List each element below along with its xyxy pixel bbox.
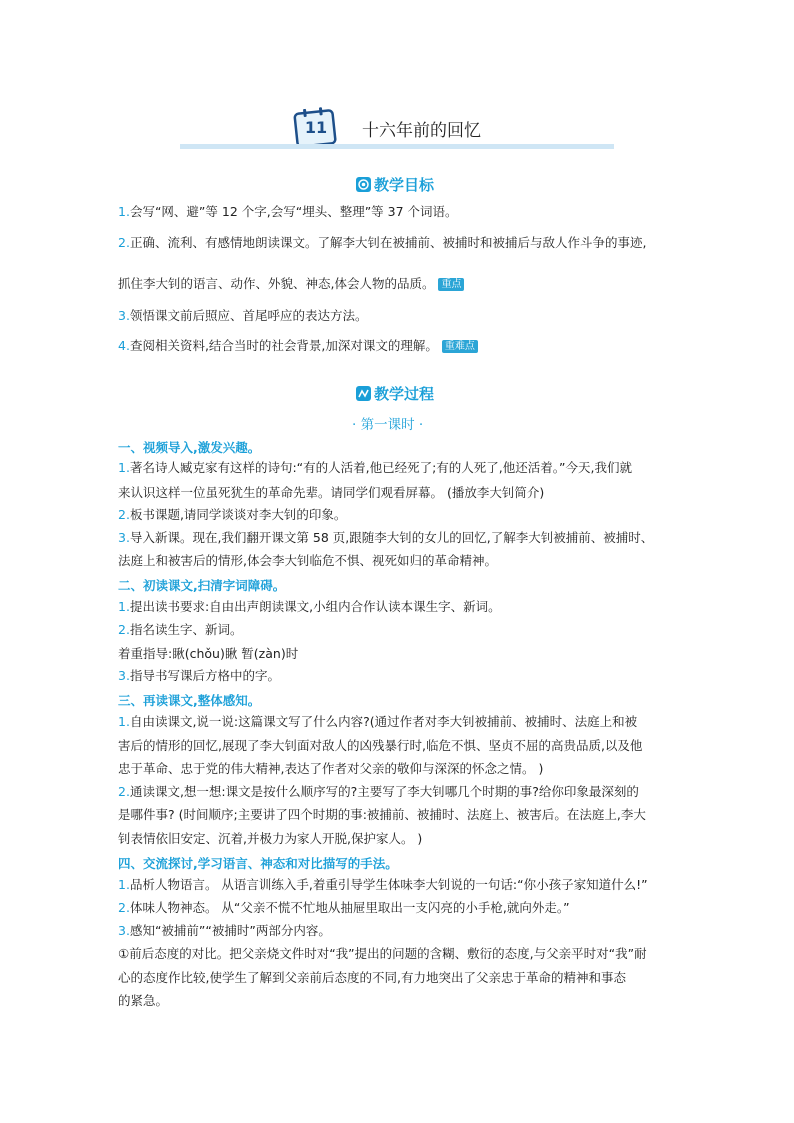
step-1-line-a: 1.著名诗人臧克家有这样的诗句:“有的人活着,他已经死了;有的人死了,他还活着。”今天,我们就 [118, 460, 632, 475]
goals-heading [356, 174, 434, 195]
step-2-1: 1.提出读书要求:自由出声朗读课文,小组内合作认读本课生字、新词。 [118, 599, 501, 614]
pronunciation-note: 着重指导:瞅(chǒu)瞅 暂(zàn)时 [118, 646, 299, 661]
goal-item-4: 4.查阅相关资料,结合当时的社会背景,加深对课文的理解。 重难点 [118, 338, 478, 354]
section-3-heading: 三、再读课文,整体感知。 [118, 693, 261, 708]
step-3-2-c: 钊表情依旧安定、沉着,并极力为家人开脱,保护家人。 ) [118, 831, 423, 846]
step-3-line-a: 3.导入新课。现在,我们翻开课文第 58 页,跟随李大钊的女儿的回忆,了解李大钊被捕前、被捕时、 [118, 530, 654, 545]
section-1-heading: 一、视频导入,激发兴趣。 [118, 440, 261, 455]
lesson-number: 11 [304, 118, 328, 137]
process-heading [356, 383, 434, 404]
step-4-3: 3.感知“被捕前”“被捕时”两部分内容。 [118, 923, 331, 938]
step-2-line: 2.板书课题,请同学谈谈对李大钊的印象。 [118, 507, 347, 522]
step-2-2: 2.指名读生字、新词。 [118, 622, 243, 637]
step-4-1: 1.品析人物语言。 从语言训练入手,着重引导学生体味李大钊说的一句话:“你小孩子家知道什么!” [118, 877, 648, 892]
goal-item-3: 3.领悟课文前后照应、首尾呼应的表达方法。 [118, 308, 368, 323]
step-3-2-a: 2.通读课文,想一想:课文是按什么顺序写的?主要写了李大钊哪几个时期的事?给你印象最深刻的 [118, 784, 639, 799]
process-icon [356, 386, 371, 401]
badge-difficult-point: 重难点 [442, 340, 478, 353]
section-2-heading: 二、初读课文,扫清字词障碍。 [118, 578, 286, 593]
badge-key-point: 重点 [438, 278, 464, 291]
contrast-line-b: 心的态度作比较,使学生了解到父亲前后态度的不同,有力地突出了父亲忠于革命的精神和事态 [118, 970, 626, 985]
goal-item-2-cont: 抓住李大钊的语言、动作、外貌、神态,体会人物的品质。 重点 [118, 276, 464, 292]
process-title: 教学过程 [374, 385, 435, 403]
goal-item-2: 2.正确、流利、有感情地朗读课文。了解李大钊在被捕前、被捕时和被捕后与敌人作斗争的事迹, [118, 235, 647, 250]
step-4-2: 2.体味人物神态。 从“父亲不慌不忙地从抽屉里取出一支闪亮的小手枪,就向外走。” [118, 900, 570, 915]
step-1-line-b: 来认识这样一位虽死犹生的革命先辈。请同学们观看屏幕。 (播放李大钊简介) [118, 485, 545, 500]
goal-item-1: 1.会写“网、避”等 12 个字,会写“埋头、整理”等 37 个词语。 [118, 204, 458, 219]
step-3-line-b: 法庭上和被害后的情形,体会李大钊临危不惧、视死如归的革命精神。 [118, 553, 497, 568]
contrast-line-a: ①前后态度的对比。把父亲烧文件时对“我”提出的问题的含糊、敷衍的态度,与父亲平时对“我”耐 [118, 946, 647, 961]
lesson-title: 十六年前的回忆 [362, 121, 481, 141]
step-3-1-c: 忠于革命、忠于党的伟大精神,表达了作者对父亲的敬仰与深深的怀念之情。 ) [118, 761, 544, 776]
target-icon [356, 177, 371, 192]
lesson-header [180, 106, 614, 152]
contrast-line-c: 的紧急。 [118, 993, 169, 1008]
section-4-heading: 四、交流探讨,学习语言、神态和对比描写的手法。 [118, 856, 398, 871]
step-2-3: 3.指导书写课后方格中的字。 [118, 668, 280, 683]
step-3-1-a: 1.自由读课文,说一说:这篇课文写了什么内容?(通过作者对李大钊被捕前、被捕时、法庭上和被 [118, 714, 638, 729]
title-underline [180, 144, 614, 149]
step-3-2-b: 是哪件事? (时间顺序;主要讲了四个时期的事:被捕前、被捕时、法庭上、被害后。在法庭上,李大 [118, 807, 646, 822]
period-label: · 第一课时 · [352, 417, 424, 433]
goals-title: 教学目标 [374, 176, 435, 194]
step-3-1-b: 害后的情形的回忆,展现了李大钊面对敌人的凶残暴行时,临危不惧、坚贞不屈的高贵品质,以及他 [118, 738, 643, 753]
